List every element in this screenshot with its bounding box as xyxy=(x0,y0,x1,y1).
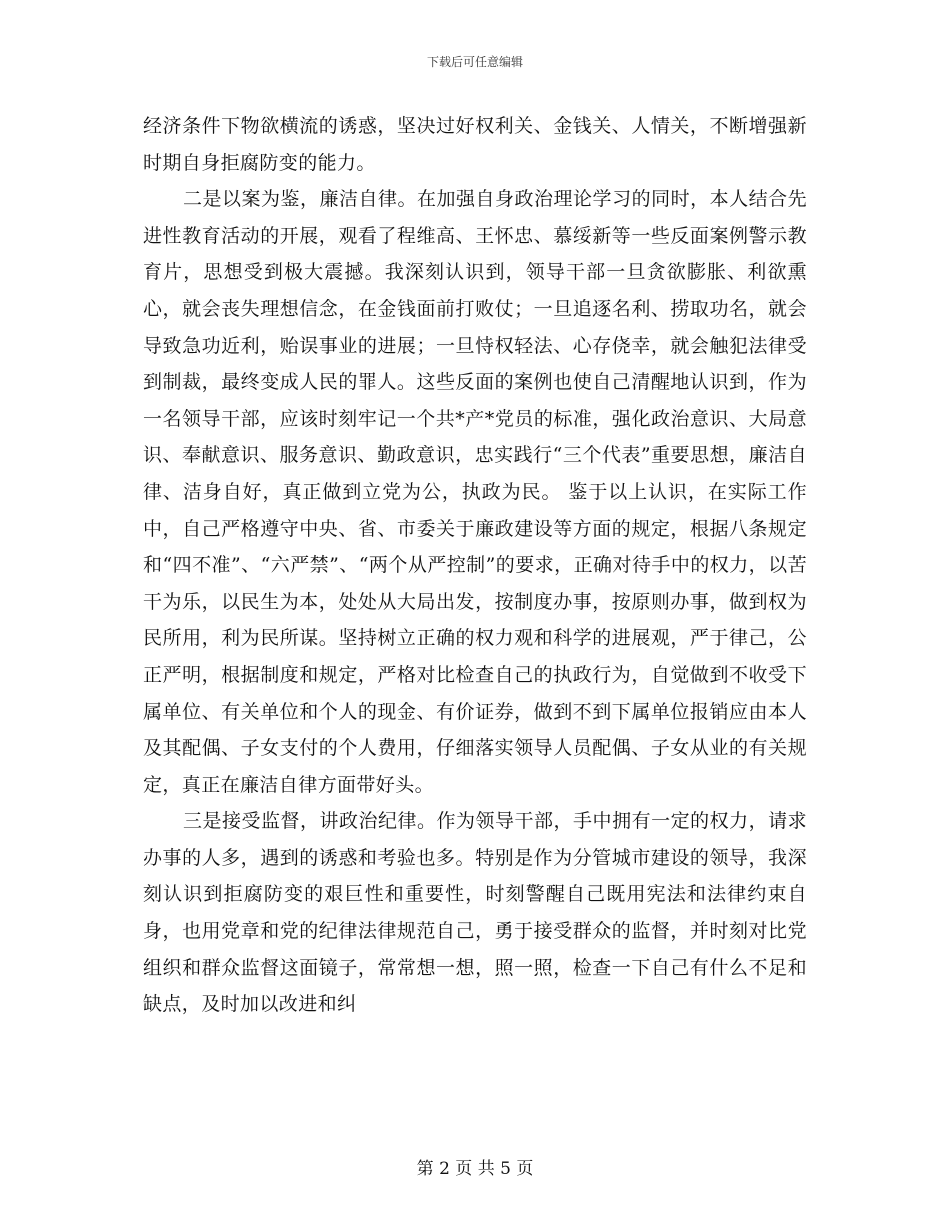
paragraph-3: 三是接受监督，讲政治纪律。作为领导干部，手中拥有一定的权力，请求办事的人多，遇到的诱惑和考验也多。特别是作为分管城市建设的领导，我深刻认识到拒腐防变的艰巨性和重要性，时刻警醒自己既用宪法和法律约束自身，也用党章和党的纪律法律规范自己，勇于接受群众的监督，并时刻对比党组织和群众监督这面镜子，常常想一想，照一照，检查一下自己有什么不足和缺点，及时加以改进和纠 xyxy=(143,810,807,1016)
page-header-note: 下载后可任意编辑 xyxy=(426,55,523,69)
page-number-footer: 第 2 页 共 5 页 xyxy=(416,1159,534,1179)
paragraph-1: 经济条件下物欲横流的诱惑，坚决过好权利关、金钱关、人情关，不断增强新时期自身拒腐防变的能力。 xyxy=(143,115,807,174)
document-body xyxy=(143,108,807,1023)
paragraph-2: 二是以案为鉴，廉洁自律。在加强自身政治理论学习的同时，本人结合先进性教育活动的开展，观看了程维高、王怀忠、慕绥新等一些反面案例警示教育片，思想受到极大震撼。我深刻认识到，领导干部一旦贪欲膨胀、利欲熏心，就会丧失理想信念，在金钱面前打败仗；一旦追逐名利、捞取功名，就会导致急功近利，贻误事业的进展；一旦恃权轻法、心存侥幸，就会触犯法律受到制裁，最终变成人民的罪人。这些反面的案例也使自己清醒地认识到，作为一名领导干部，应该时刻牢记一个共*产*党员的标准，强化政治意识、大局意识、奉献意识、服务意识、勤政意识，忠实践行“三个代表”重要思想，廉洁自律、洁身自好，真正做到立党为公，执政为民。 鉴于以上认识，在实际工作中，自己严格遵守中央、省、市委关于廉政建设等方面的规定，根据八条规定和“四不准”、“六严禁”、“两个从严控制”的要求，正确对待手中的权力，以苦干为乐，以民生为本，处处从大局出发，按制度办事，按原则办事，做到权为民所用，利为民所谋。坚持树立正确的权力观和科学的进展观，严于律己，公正严明，根据制度和规定，严格对比检查自己的执政行为，自觉做到不收受下属单位、有关单位和个人的现金、有价证券，做到不到下属单位报销应由本人及其配偶、子女支付的个人费用，仔细落实领导人员配偶、子女从业的有关规定，真正在廉洁自律方面带好头。 xyxy=(143,188,807,796)
